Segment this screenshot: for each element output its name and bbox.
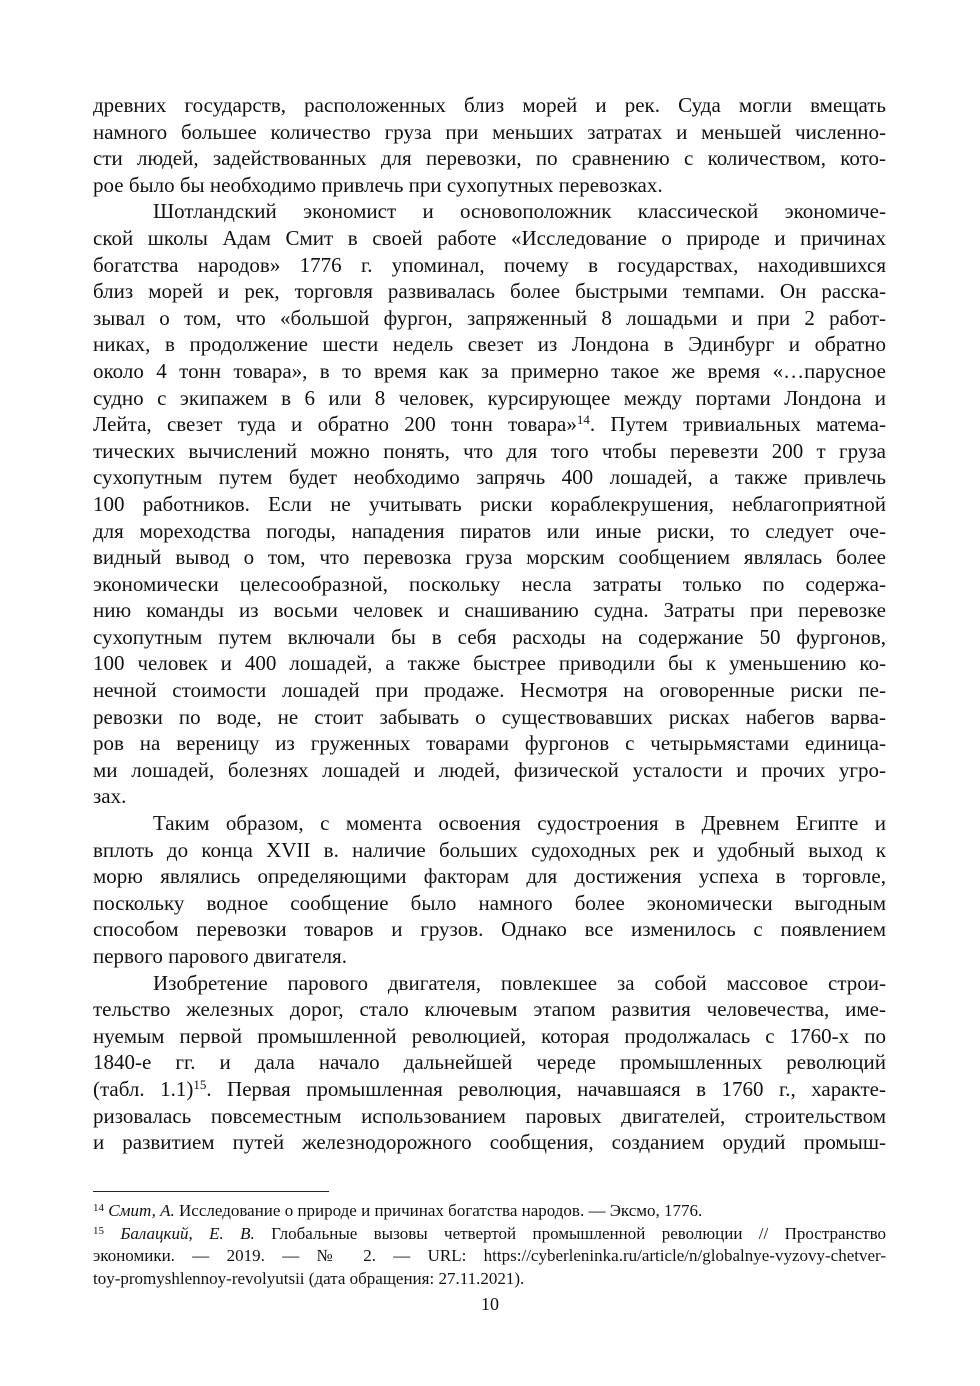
- footnote-ref-15[interactable]: 15: [193, 1076, 207, 1092]
- footnotes: [93, 1200, 886, 1290]
- text-line: 100 работников. Если не учитывать риски кораблекрушения, неблагоприятной: [93, 491, 886, 516]
- text-line: морю являлись определяющими факторам для достижения успеха в торговле,: [93, 864, 886, 889]
- footnote-line: [93, 1223, 886, 1246]
- paragraph-ancient-states: [93, 92, 886, 198]
- paragraph-steam-engine: [93, 970, 886, 1156]
- text-line: поскольку водное сообщение было намного более экономически выгодным: [93, 890, 886, 915]
- text-line: и развитием путей железнодорожного сообщения, созданием орудий промыш-: [93, 1130, 886, 1155]
- text-line: сухопутным путем будет необходимо запрячь 400 лошадей, а также привлечь: [93, 465, 886, 490]
- page-number: 10: [481, 1294, 499, 1314]
- text-line: зывал о том, что «большой фургон, запряженный 8 лошадьми и при 2 работ-: [93, 305, 886, 330]
- footnote-number: 15: [93, 1224, 104, 1237]
- footnote-number: 14: [93, 1202, 104, 1214]
- text-line: сти людей, задействованных для перевозки, по сравнению с количеством, кото-: [93, 146, 886, 171]
- text-fragment: (табл. 1.1): [93, 1076, 194, 1101]
- text-line: судно с экипажем в 6 или 8 человек, курсирующее между портами Лондона и: [93, 385, 886, 410]
- text-line: нуемым первой промышленной революцией, которая продолжалась с 1760-х по: [93, 1023, 886, 1048]
- text-line: сухопутным путем включали бы в себя расходы на содержание 50 фургонов,: [93, 624, 886, 649]
- text-line: зах.: [93, 784, 127, 809]
- footnote-author: Балацкий, Е. В.: [120, 1223, 255, 1243]
- text-line: никах, в продолжение шести недель свезет из Лондона в Эдинбург и обратно: [93, 332, 886, 357]
- text-fragment: . Путем тривиальных матема-: [589, 412, 886, 437]
- text-line: древних государств, расположенных близ морей и рек. Суда могли вмещать: [93, 93, 886, 117]
- text-line: ров на вереницу из груженных товарами фургонов с четырьмястами единица-: [93, 731, 886, 756]
- text-line: тельство железных дорог, стало ключевым этапом развития человечества, име-: [93, 997, 886, 1022]
- text-line: ризовалась повсеместным использованием паровых двигателей, строительством: [93, 1103, 886, 1128]
- text-line: способом перевозки товаров и грузов. Однако все изменилось с появлением: [93, 917, 886, 942]
- footnote-text: Исследование о природе и причинах богатства народов. — Эксмо, 1776.: [174, 1201, 703, 1220]
- footnote-ref-14[interactable]: 14: [576, 412, 590, 428]
- text-line: экономически целесообразной, поскольку несла затраты только по содержа-: [93, 571, 886, 596]
- text-line: для мореходства погоды, нападения пиратов или иные риски, то следует оче-: [93, 518, 886, 543]
- footnote-14: [93, 1200, 886, 1223]
- text-line: 1840-е гг. и дала начало дальнейшей череде промышленных революций: [93, 1050, 886, 1075]
- paragraph-adam-smith: [93, 198, 886, 810]
- footnote-line: [93, 1200, 886, 1223]
- text-line: намного большее количество груза при меньших затратах и меньшей численно-: [93, 119, 886, 144]
- text-line: Таким образом, с момента освоения судостроения в Древнем Египте и: [153, 811, 886, 836]
- text-line: Шотландский экономист и основоположник классической экономиче-: [153, 199, 886, 224]
- footnote-15: [93, 1223, 886, 1291]
- text-line: первого парового двигателя.: [93, 944, 347, 968]
- text-line: около 4 тонн товара», в то время как за примерно такое же время «…парусное: [93, 358, 886, 383]
- text-line: ревозки по воде, не стоит забывать о существовавших рисках набегов варва-: [93, 704, 886, 729]
- text-line-with-footnote-ref: [93, 1076, 886, 1103]
- text-line: рое было бы необходимо привлечь при сухопутных перевозках.: [93, 172, 663, 197]
- text-line: видный вывод о том, что перевозка груза морским сообщением являлась более: [93, 545, 886, 570]
- footnote-text: Глобальные вызовы четвертой промышленной революции // Пространство: [254, 1223, 887, 1243]
- text-line: вплоть до конца XVII в. наличие больших судоходных рек и удобный выход к: [93, 837, 886, 862]
- text-line: богатства народов» 1776 г. упоминал, почему в государствах, находившихся: [93, 252, 886, 277]
- footnote-author: Смит, А.: [108, 1201, 175, 1220]
- text-fragment: . Первая промышленная революция, начавшаяся в 1760 г., характе-: [206, 1076, 886, 1101]
- paragraph-egypt: [93, 810, 886, 970]
- text-line: 100 человек и 400 лошадей, а также быстрее приводили бы к уменьшению ко-: [93, 651, 886, 676]
- text-line-with-footnote-ref: [93, 411, 886, 438]
- footnote-line: toy-promyshlennoy-revolyutsii (дата обращения: 27.11.2021).: [93, 1268, 525, 1288]
- text-line: нечной стоимости лошадей при продаже. Несмотря на оговоренные риски пе-: [93, 678, 886, 703]
- footnote-url-line[interactable]: экономики. — 2019. — № 2. — URL: https://cyberleninka.ru/article/n/globalnye-vyzovy-chetver-: [93, 1246, 886, 1265]
- text-line: ской школы Адам Смит в своей работе «Исследование о природе и причинах: [93, 225, 886, 250]
- text-line: Изобретение парового двигателя, повлекшее за собой массовое строи-: [153, 970, 886, 995]
- text-fragment: Лейта, свезет туда и обратно 200 тонн товара»: [93, 412, 577, 437]
- text-line: тических вычислений можно понять, что для того чтобы перевезти 200 т груза: [93, 438, 886, 463]
- text-line: нию команды из восьми человек и снашиванию судна. Затраты при перевозке: [93, 598, 886, 623]
- footnote-separator: [93, 1191, 329, 1192]
- page-body: [93, 92, 886, 1156]
- text-line: ми лошадей, болезнях лошадей и людей, физической усталости и прочих угро-: [93, 757, 886, 782]
- text-line: близ морей и рек, торговля развивалась более быстрыми темпами. Он расска-: [93, 279, 886, 304]
